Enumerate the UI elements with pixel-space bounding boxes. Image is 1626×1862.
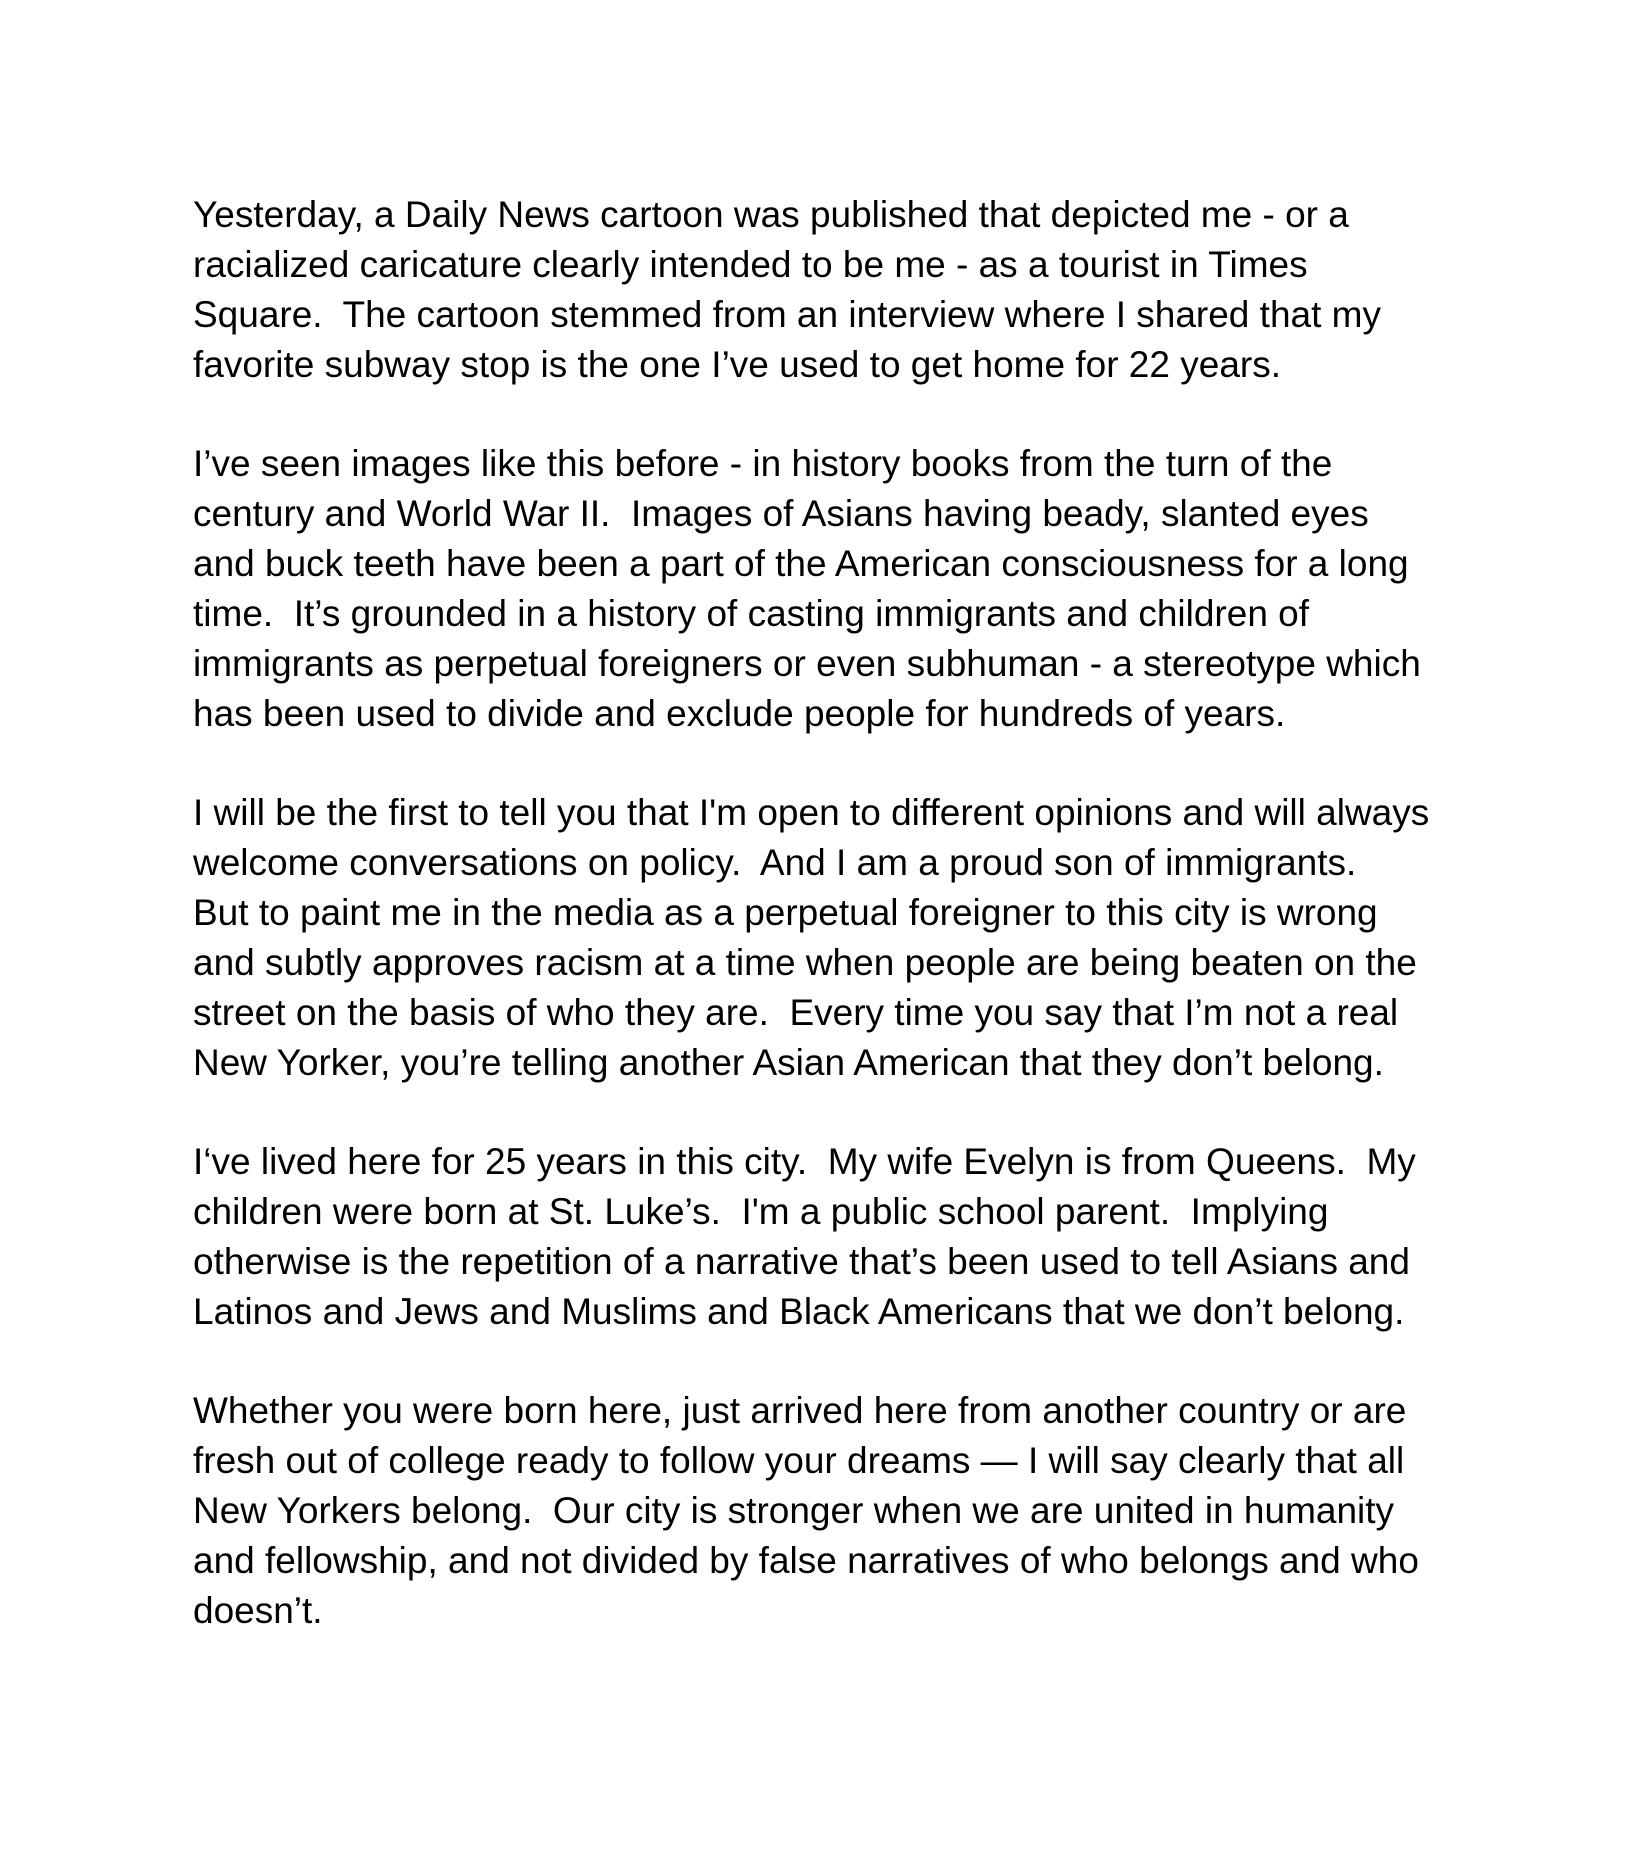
paragraph-3 <box>193 788 1493 1088</box>
paragraph-5 <box>193 1386 1493 1636</box>
text-line: Yesterday, a Daily News cartoon was published that depicted me - or a <box>193 194 1349 235</box>
text-line: Square. The cartoon stemmed from an interview where I shared that my <box>193 294 1381 335</box>
text-line: New Yorkers belong. Our city is stronger when we are united in humanity <box>193 1490 1395 1531</box>
text-line: I will be the first to tell you that I'm open to different opinions and will always <box>193 792 1430 833</box>
text-line: fresh out of college ready to follow your dreams — I will say clearly that all <box>193 1440 1405 1481</box>
text-line: I’ve seen images like this before - in history books from the turn of the <box>193 443 1333 484</box>
text-line: and subtly approves racism at a time when people are being beaten on the <box>193 942 1417 983</box>
text-line: time. It’s grounded in a history of casting immigrants and children of <box>193 593 1310 634</box>
text-line: favorite subway stop is the one I’ve used to get home for 22 years. <box>193 344 1281 385</box>
text-line: racialized caricature clearly intended to be me - as a tourist in Times <box>193 244 1308 285</box>
text-line: I‘ve lived here for 25 years in this city. My wife Evelyn is from Queens. My <box>193 1141 1416 1182</box>
text-line: children were born at St. Luke’s. I'm a public school parent. Implying <box>193 1191 1329 1232</box>
text-line: and fellowship, and not divided by false narratives of who belongs and who <box>193 1540 1419 1581</box>
paragraph-2 <box>193 439 1493 739</box>
text-line: otherwise is the repetition of a narrative that’s been used to tell Asians and <box>193 1241 1410 1282</box>
paragraph-1 <box>193 190 1493 390</box>
text-line: But to paint me in the media as a perpetual foreigner to this city is wrong <box>193 892 1378 933</box>
statement-body <box>193 190 1493 1636</box>
text-line: welcome conversations on policy. And I am a proud son of immigrants. <box>193 842 1357 883</box>
text-line: street on the basis of who they are. Every time you say that I’m not a real <box>193 992 1399 1033</box>
text-line: Whether you were born here, just arrived here from another country or are <box>193 1390 1407 1431</box>
text-line: and buck teeth have been a part of the American consciousness for a long <box>193 543 1409 584</box>
text-line: immigrants as perpetual foreigners or even subhuman - a stereotype which <box>193 643 1421 684</box>
text-line: doesn’t. <box>193 1590 323 1631</box>
paragraph-4 <box>193 1137 1493 1337</box>
text-line: Latinos and Jews and Muslims and Black Americans that we don’t belong. <box>193 1291 1405 1332</box>
text-line: has been used to divide and exclude people for hundreds of years. <box>193 693 1286 734</box>
text-line: New Yorker, you’re telling another Asian American that they don’t belong. <box>193 1042 1384 1083</box>
text-line: century and World War II. Images of Asians having beady, slanted eyes <box>193 493 1369 534</box>
